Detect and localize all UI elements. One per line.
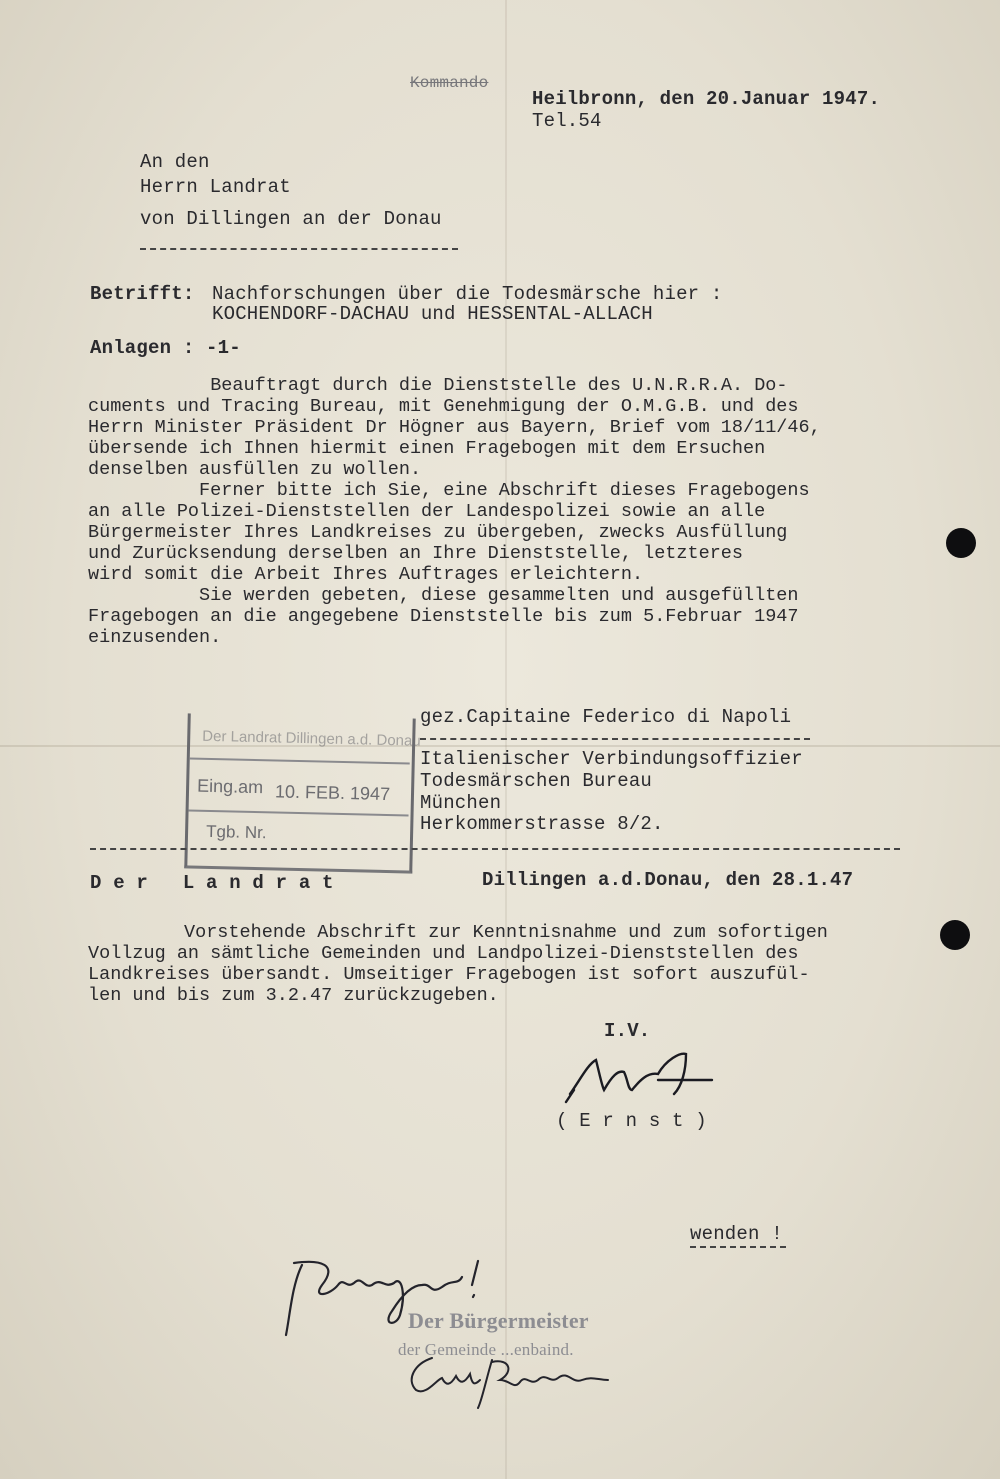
body-line: Sie werden gebeten, diese gesammelten und ausgefüllten (88, 585, 799, 606)
recipient-underline (140, 248, 458, 250)
landrat-place-date: Dillingen a.d.Donau, den 28.1.47 (482, 869, 854, 891)
attachments: Anlagen : -1- (90, 337, 241, 359)
letter-body (88, 375, 908, 648)
recipient-line-2: Herrn Landrat (140, 176, 291, 198)
landrat-body-line: Vollzug an sämtliche Gemeinden und Landpolizei-Dienststellen des (88, 943, 799, 964)
section-divider (90, 848, 900, 850)
signature-ernst (562, 1050, 722, 1110)
stamp-header: Der Landrat Dillingen a.d. Donau (202, 727, 421, 750)
body-line: Ferner bitte ich Sie, eine Abschrift dieses Fragebogens (88, 480, 810, 501)
landrat-heading: D e r L a n d r a t (90, 872, 334, 894)
body-line: Bürgermeister Ihres Landkreises zu übergeben, zwecks Ausfüllung (88, 522, 788, 543)
body-line: Fragebogen an die angegebene Dienststelle bis zum 5.Februar 1947 (88, 606, 799, 627)
stamp-received-date: 10. FEB. 1947 (274, 781, 391, 805)
landrat-body-line: Vorstehende Abschrift zur Kenntnisnahme und zum sofortigen (184, 922, 828, 943)
landrat-body-line: len und bis zum 3.2.47 zurückzugeben. (88, 985, 499, 1006)
stamp-received-label: Eing.am (196, 775, 264, 798)
body-line: und Zurücksendung derselben an Ihre Dienststelle, letzteres (88, 543, 744, 564)
signed-by: gez.Capitaine Federico di Napoli (420, 706, 792, 728)
subject-label: Betrifft: (90, 283, 195, 305)
body-line: einzusenden. (88, 627, 222, 648)
telephone: Tel.54 (532, 110, 602, 132)
struck-letterhead-word: Kommando (410, 74, 489, 92)
stamp-line (190, 757, 410, 764)
punch-hole (940, 920, 970, 950)
signer-name: ( E r n s t ) (556, 1110, 707, 1132)
landrat-body (88, 922, 908, 1006)
body-line: cuments und Tracing Bureau, mit Genehmigung der O.M.G.B. und des (88, 396, 799, 417)
paper-fold (0, 745, 1000, 747)
recipient-line-3: von Dillingen an der Donau (140, 208, 442, 230)
body-line: an alle Polizei-Dienststellen der Landespolizei sowie an alle (88, 501, 766, 522)
iv-label: I.V. (604, 1020, 651, 1042)
mayor-stamp-line-2: der Gemeinde ...enbaind. (398, 1340, 574, 1359)
turn-over-note: wenden ! (690, 1223, 783, 1245)
subject-line-2: KOCHENDORF-DACHAU und HESSENTAL-ALLACH (212, 303, 653, 325)
signer-street: Herkommerstrasse 8/2. (420, 813, 664, 835)
body-line: denselben ausfüllen zu wollen. (88, 459, 422, 480)
turn-over-underline (690, 1246, 786, 1248)
stamp-journal-label: Tgb. Nr. (205, 821, 267, 843)
signer-city: München (420, 792, 502, 814)
signer-office: Todesmärschen Bureau (420, 770, 653, 792)
subject-line-1: Nachforschungen über die Todesmärsche hier : (212, 283, 723, 305)
recipient-line-1: An den (140, 151, 210, 173)
mayor-signature (402, 1350, 612, 1410)
body-line: übersende ich Ihnen hiermit einen Fragebogen mit dem Ersuchen (88, 438, 766, 459)
stamp-line (189, 809, 409, 816)
body-line: wird somit die Arbeit Ihres Auftrages erleichtern. (88, 564, 644, 585)
body-line: Beauftragt durch die Dienststelle des U.N.R.R.A. Do- (188, 375, 788, 396)
signature-rule (420, 738, 810, 740)
place-date: Heilbronn, den 20.Januar 1947. (532, 88, 881, 110)
mayor-stamp-line-1: Der Bürgermeister (408, 1308, 589, 1333)
punch-hole (946, 528, 976, 558)
landrat-body-line: Landkreises übersandt. Umseitiger Fragebogen ist sofort auszufül- (88, 964, 810, 985)
signer-title: Italienischer Verbindungsoffizier (420, 748, 803, 770)
body-line: Herrn Minister Präsident Dr Högner aus Bayern, Brief vom 18/11/46, (88, 417, 821, 438)
